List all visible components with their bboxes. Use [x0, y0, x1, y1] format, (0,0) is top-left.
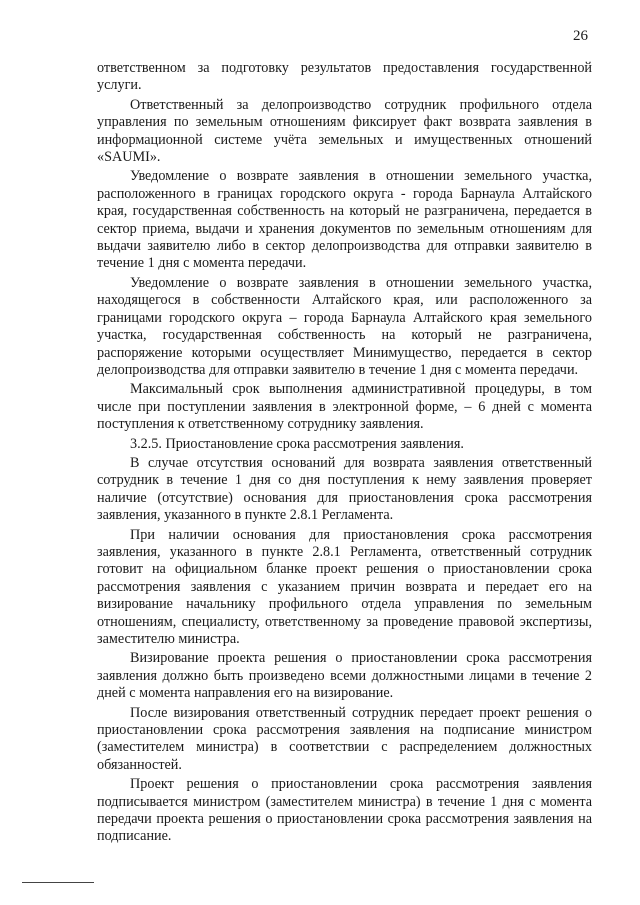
paragraph-saumi-registration: Ответственный за делопроизводство сотрудник профильного отдела управления по земельным отношениям фиксирует факт возврата заявления в информационной системе учёта земельных и имущественных отношений «SAUMI».: [97, 96, 592, 166]
document-body: [97, 60, 592, 848]
paragraph-signing-term: Проект решения о приостановлении срока рассмотрения заявления подписывается министром (заместителем министра) в течение 1 дня с момента передачи проекта решения о приостановлении срока рассмотрения заявления на подписание.: [97, 776, 592, 845]
paragraph-check-grounds: В случае отсутствия оснований для возврата заявления ответственный сотрудник в течение 1 дня со дня поступления к нему заявления проверяет наличие (отсутствие) основания для приостановления срока рассмотрения заявления, указанного в пункте 2.8.1 Регламента.: [97, 454, 592, 524]
paragraph-continuation: ответственном за подготовку результатов предоставления государственной услуги.: [97, 60, 592, 94]
section-heading-3-2-5: 3.2.5. Приостановление срока рассмотрения заявления.: [130, 435, 464, 452]
paragraph-notice-barnaul: Уведомление о возврате заявления в отношении земельного участка, расположенного в границах городского округа - города Барнаула Алтайского края, государственная собственность на который не разграничена, передается в сектор приема, выдачи и хранения документов по земельным отношениям для выдачи заявителю либо в сектор делопроизводства для отправки заявителю в течение 1 дня с момента передачи.: [97, 168, 592, 272]
footnote-rule: [22, 882, 94, 883]
paragraph-signing-transfer: После визирования ответственный сотрудник передает проект решения о приостановлении срока рассмотрения заявления на подписание министром (заместителем министра) в соответствии с распределением должностных обязанностей.: [97, 704, 592, 773]
page-number: 26: [573, 28, 588, 44]
paragraph-approval: Визирование проекта решения о приостановлении срока рассмотрения заявления должно быть произведено всеми должностными лицами в течение 2 дней с момента направления его на визирование.: [97, 650, 592, 702]
paragraph-max-term: Максимальный срок выполнения административной процедуры, в том числе при поступлении заявления в электронной форме, – 6 дней с момента поступления к ответственному сотруднику заявления.: [97, 381, 592, 433]
paragraph-notice-altai: Уведомление о возврате заявления в отношении земельного участка, находящегося в собственности Алтайского края, или расположенного за границами городского округа – города Барнаула Алтайского края земельного участка, государственная собственность на который не разграничена, распоряжение которыми осуществляет Минимущество, передается в сектор делопроизводства для отправки заявителю в течение 1 дня с момента передачи.: [97, 274, 592, 378]
paragraph-prepare-decision: При наличии основания для приостановления срока рассмотрения заявления, указанного в пункте 2.8.1 Регламента, ответственный сотрудник готовит на официальном бланке проект решения о приостановлении срока рассмотрения заявления с указанием причин возврата и передает его на визирование начальнику профильного отдела управления по земельным отношениям, специалисту, ответственному за проведение правовой экспертизы, заместителю министра.: [97, 526, 592, 647]
